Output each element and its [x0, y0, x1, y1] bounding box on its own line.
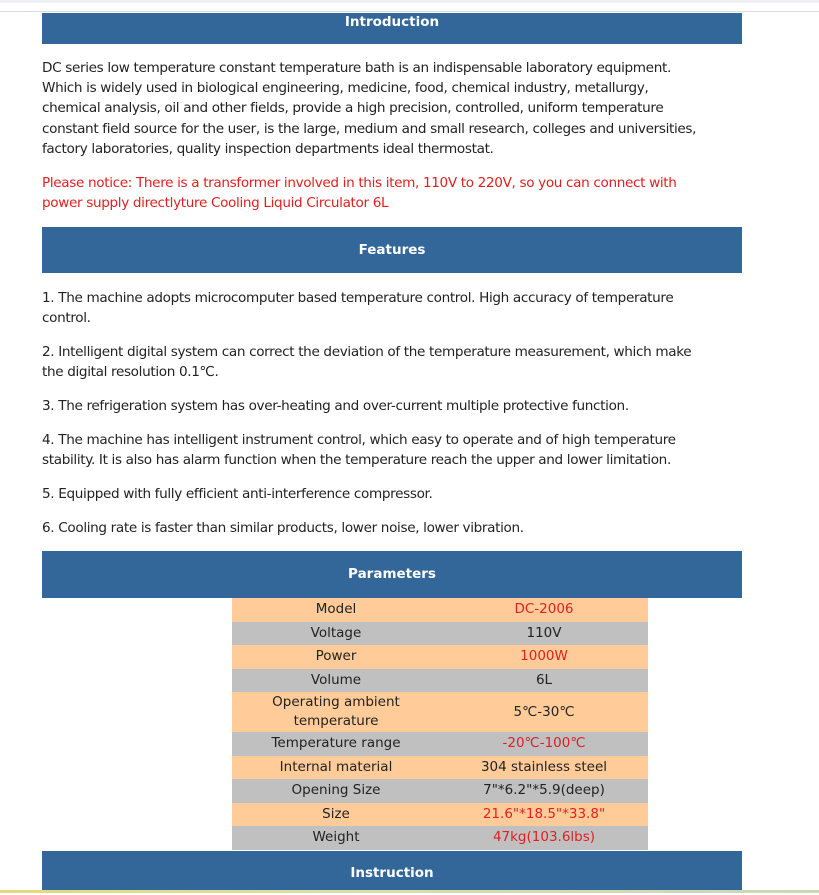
- param-row-size: [232, 803, 648, 827]
- notice-line: Please notice: There is a transformer involved in this item, 110V to 220V, so you can connect with: [42, 175, 677, 191]
- feature-line: the digital resolution 0.1℃.: [42, 364, 219, 381]
- param-row-voltage: [232, 622, 648, 646]
- features-title: Features: [358, 242, 426, 258]
- param-row-weight: [232, 826, 648, 850]
- feature-line: control.: [42, 310, 91, 327]
- feature-line: stability. It is also has alarm function when the temperature reach the upper and lower limitation.: [42, 452, 671, 469]
- param-row-power: [232, 645, 648, 669]
- features-banner: [42, 227, 742, 273]
- param-row-volume: [232, 669, 648, 693]
- feature-line: 1. The machine adopts microcomputer based temperature control. High accuracy of temperature: [42, 290, 674, 306]
- param-value: 1000W: [440, 645, 648, 669]
- feature-item-6: [42, 518, 754, 538]
- param-value: 6L: [440, 669, 648, 693]
- parameters-table: [232, 598, 648, 850]
- instruction-banner: [42, 851, 742, 890]
- param-value: 21.6"*18.5"*33.8": [440, 803, 648, 827]
- param-value: -20℃-100℃: [440, 732, 648, 756]
- feature-line: 2. Intelligent digital system can correct the deviation of the temperature measurement, which make: [42, 344, 692, 360]
- introduction-banner: [42, 13, 742, 44]
- top-strip: [0, 0, 819, 3]
- param-value: 7"*6.2"*5.9(deep): [440, 779, 648, 803]
- param-value: 5℃-30℃: [440, 692, 648, 732]
- param-label: Volume: [232, 669, 440, 693]
- param-value: DC-2006: [440, 598, 648, 622]
- param-value: 47kg(103.6lbs): [440, 826, 648, 850]
- feature-line: 3. The refrigeration system has over-heating and over-current multiple protective function.: [42, 398, 629, 414]
- param-label: [232, 692, 440, 732]
- param-label: Power: [232, 645, 440, 669]
- feature-item-4: [42, 430, 754, 470]
- feature-line: 6. Cooling rate is faster than similar products, lower noise, lower vibration.: [42, 520, 524, 536]
- param-row-model: [232, 598, 648, 622]
- intro-line: chemical analysis, oil and other fields, provide a high precision, controlled, uniform temperature: [42, 100, 664, 117]
- param-row-internal-material: [232, 756, 648, 780]
- param-label-line: temperature: [293, 713, 379, 729]
- param-label: Weight: [232, 826, 440, 850]
- param-label: Opening Size: [232, 779, 440, 803]
- param-label-line: Operating ambient: [272, 694, 400, 710]
- param-label: Internal material: [232, 756, 440, 780]
- param-row-temperature-range: [232, 732, 648, 756]
- param-label: Model: [232, 598, 440, 622]
- feature-line: 4. The machine has intelligent instrument control, which easy to operate and of high temperature: [42, 432, 676, 448]
- parameters-title: Parameters: [348, 566, 436, 582]
- introduction-title: Introduction: [344, 14, 440, 30]
- intro-line: constant field source for the user, is the large, medium and small research, colleges and universities,: [42, 120, 697, 137]
- instruction-title: Instruction: [350, 865, 434, 881]
- parameters-banner: [42, 551, 742, 598]
- param-label: Voltage: [232, 622, 440, 646]
- notice-line: power supply directlyture Cooling Liquid Circulator 6L: [42, 195, 389, 212]
- feature-item-5: [42, 484, 754, 504]
- feature-item-2: [42, 342, 754, 382]
- introduction-paragraph: [42, 58, 754, 159]
- param-label: Temperature range: [232, 732, 440, 756]
- intro-line: factory laboratories, quality inspection departments ideal thermostat.: [42, 140, 494, 157]
- top-divider: [0, 11, 819, 12]
- param-row-opening-size: [232, 779, 648, 803]
- feature-item-1: [42, 288, 754, 328]
- feature-item-3: [42, 396, 754, 416]
- param-label: Size: [232, 803, 440, 827]
- param-row-operating-ambient-temperature: [232, 692, 648, 732]
- param-value: 304 stainless steel: [440, 756, 648, 780]
- intro-line: Which is widely used in biological engineering, medicine, food, chemical industry, metallurgy,: [42, 80, 649, 97]
- transformer-notice: [42, 173, 754, 213]
- param-value: 110V: [440, 622, 648, 646]
- feature-line: 5. Equipped with fully efficient anti-interference compressor.: [42, 486, 433, 502]
- intro-line: DC series low temperature constant temperature bath is an indispensable laboratory equipment.: [42, 60, 671, 76]
